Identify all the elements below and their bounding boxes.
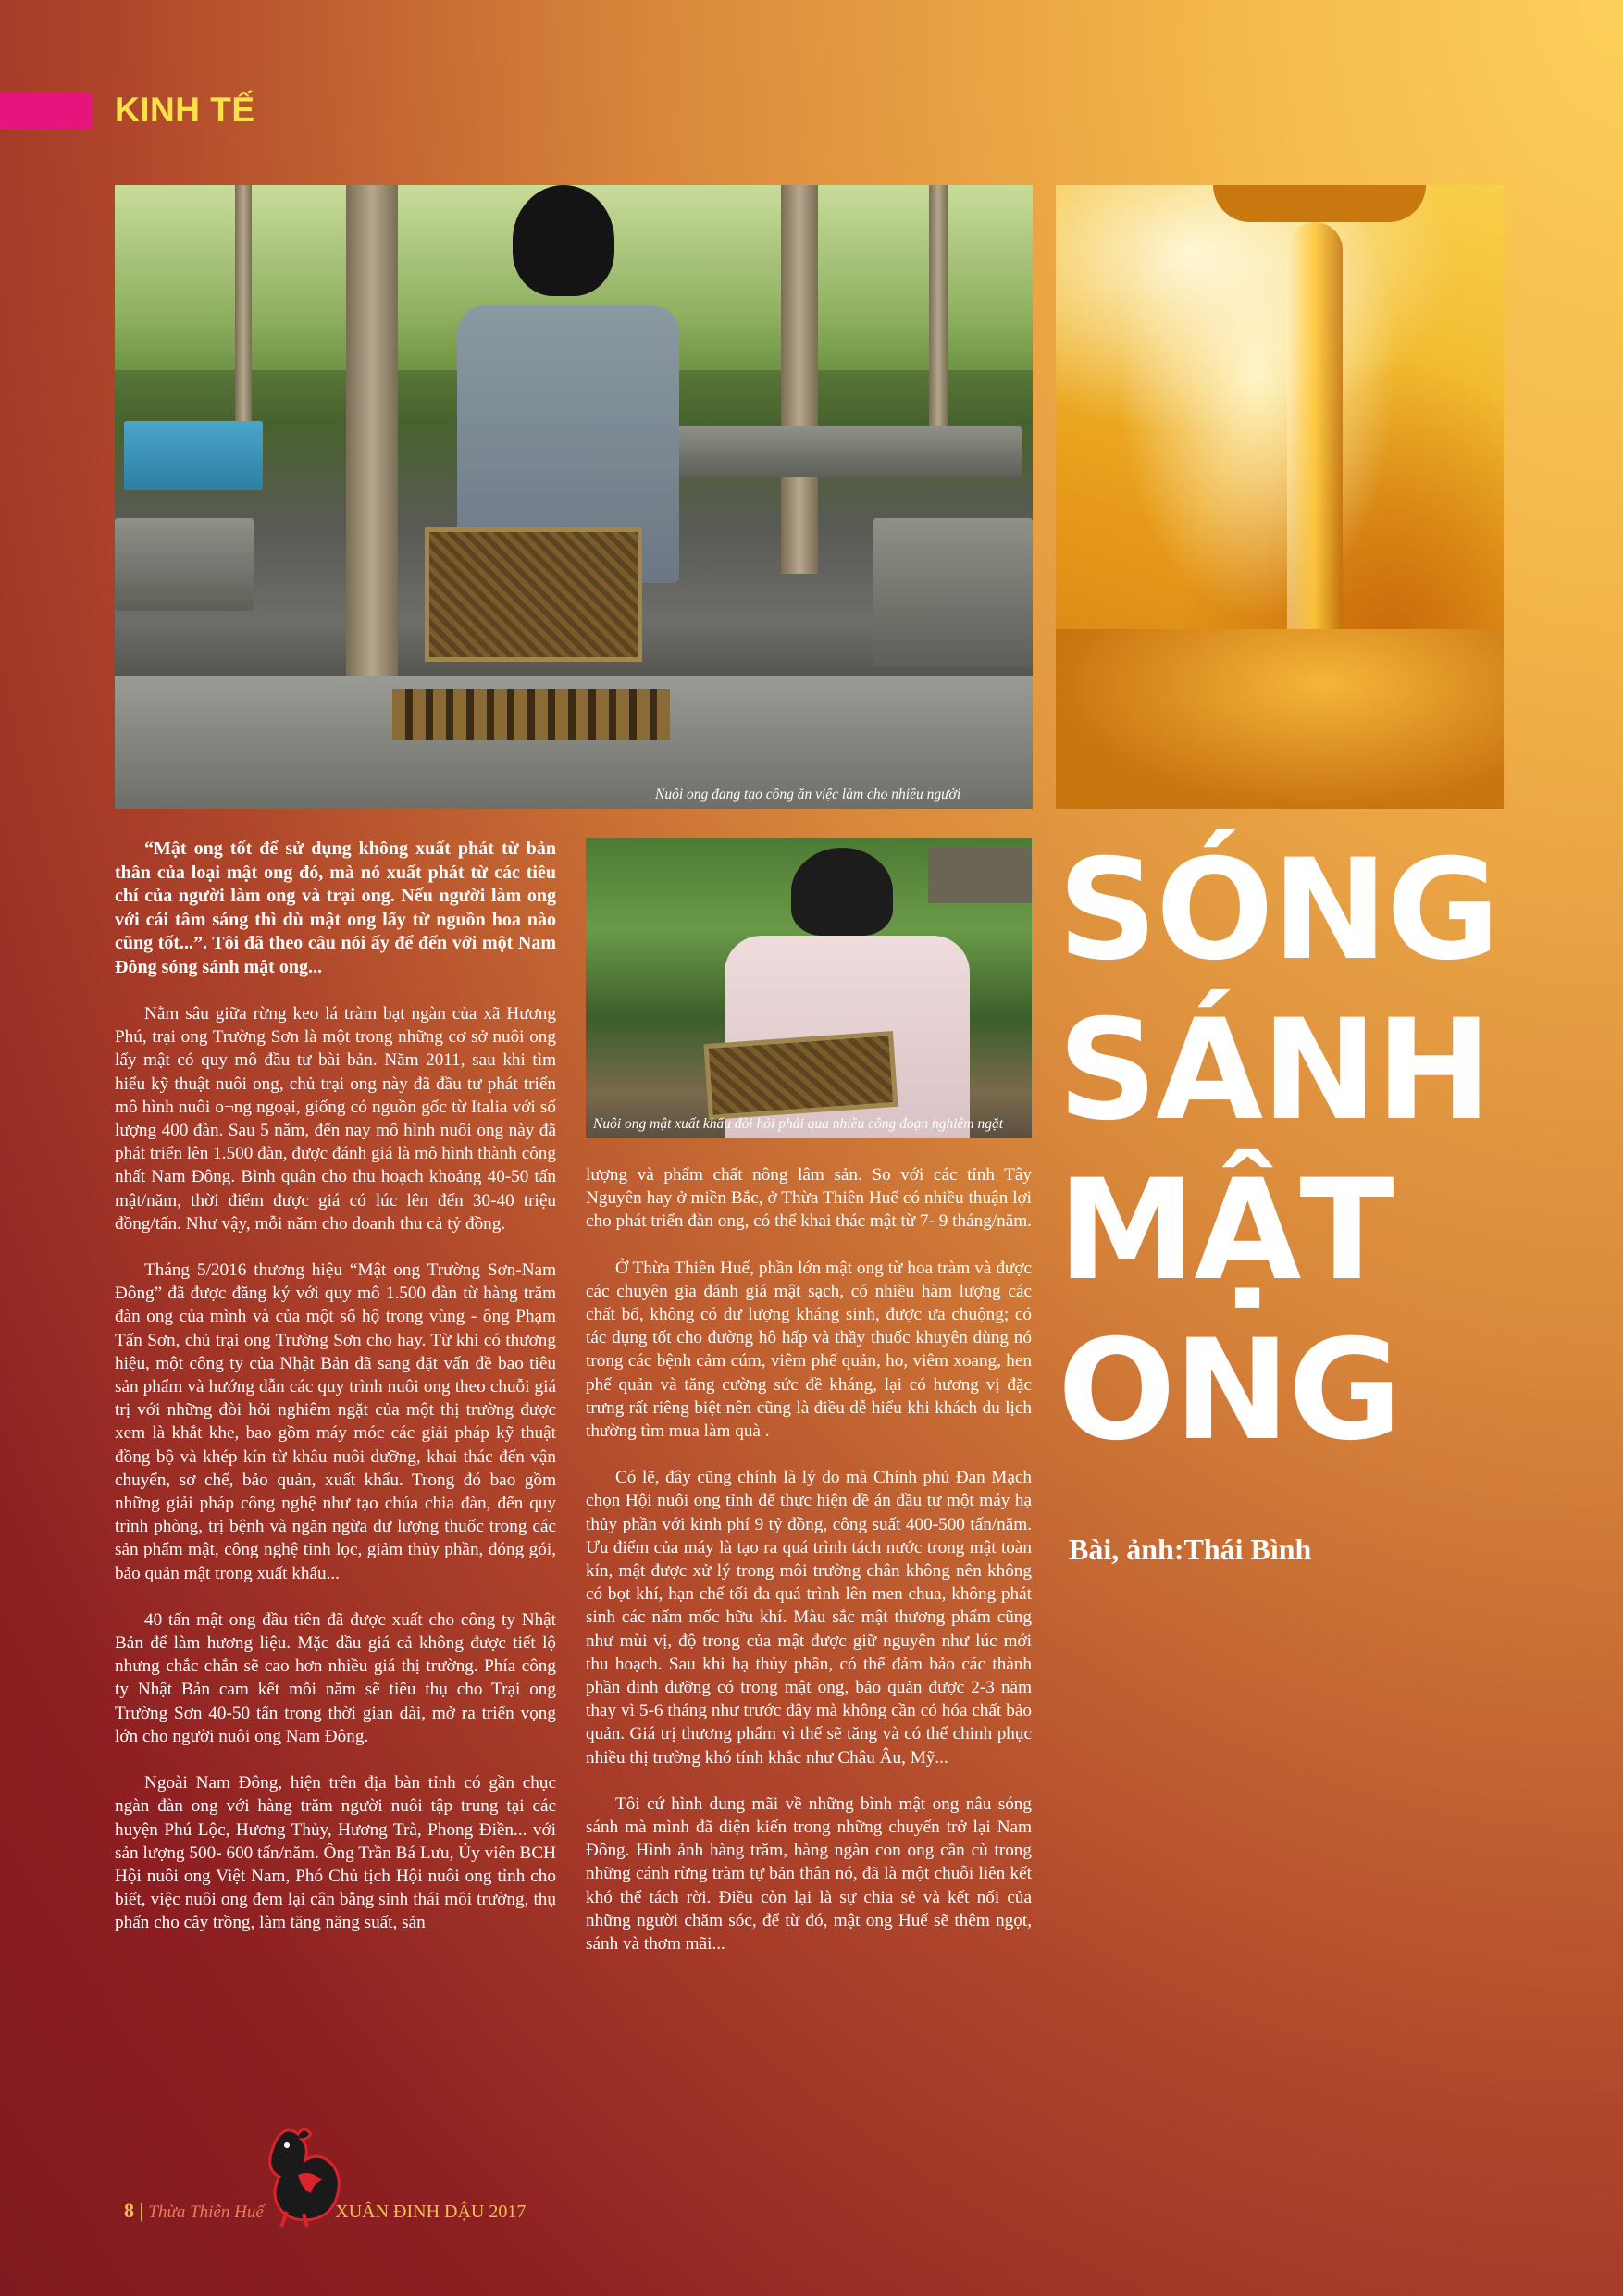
beekeeper-hood: [791, 848, 893, 936]
hive-box: [115, 518, 254, 611]
tree-trunk: [346, 185, 398, 703]
footer-separator: |: [139, 2199, 143, 2222]
light-glow: [1056, 185, 1504, 463]
honeycomb-frame: [703, 1031, 898, 1120]
section-color-bar: [0, 93, 93, 130]
body-paragraph: Nằm sâu giữa rừng keo lá tràm bạt ngàn của xã Hương Phú, trại ong Trường Sơn là một trong những cơ sở nuôi ong lấy mật có quy mô đầu tư bài bản. Năm 2011, sau khi tìm hiểu kỹ thuật nuôi ong, chủ trại ong này đã đầu tư phát triển mô hình nuôi o¬ng ngoại, giống có nguồn gốc từ Italia với số lượng 400 đàn. Sau 5 năm, đến nay mô hình nuôi ong này đã phát triển lên 1.500 đàn, được đánh giá là mô hình thành công nhất Nam Đông. Bình quân cho thu hoạch khoảng 40-50 tấn mật/năm, thời điểm được giá có lúc lên đến 30-40 triệu đồng/tấn. Như vậy, mỗi năm cho doanh thu cả tỷ đồng.: [115, 1004, 556, 1234]
title-line: SÁNH: [1058, 990, 1491, 1151]
shed-roof: [928, 848, 1032, 903]
article-column-2: [586, 1163, 1032, 1979]
honey-drip-photo: [1056, 185, 1504, 809]
honey-pool: [1056, 629, 1504, 809]
open-hive-frames: [392, 689, 670, 740]
body-paragraph: 40 tấn mật ong đầu tiên đã được xuất cho công ty Nhật Bản để làm hương liệu. Mặc dầu giá cả không được tiết lộ nhưng chắc chắn sẽ cao hơn nhiều giá thị trường. Phía công ty Nhật Bản cam kết mỗi năm sẽ tiêu thụ cho Trại ong Trường Sơn 40-50 tấn trong thời gian dài, mở ra triển vọng lớn cho người nuôi ong Nam Đông.: [115, 1609, 556, 1746]
body-paragraph: Tôi cứ hình dung mãi về những bình mật ong nâu sóng sánh mà mình đã diện kiến trong những chuyến trở lại Nam Đông. Hình ảnh hàng trăm, hàng ngàn con ong cần cù trong những cánh rừng tràm tự bản thân nó, đã là một chuỗi liên kết khó thể tách rời. Điều còn lại là sự chia sẻ và kết nối của những người chăm sóc, để từ đó, mật ong Huế sẽ thêm ngọt, sánh và thơm mãi...: [586, 1793, 1032, 1955]
honeycomb-frame: [425, 527, 642, 662]
beekeeper-suit-photo: [586, 838, 1032, 1138]
lead-paragraph: “Mật ong tốt để sử dụng không xuất phát từ bản thân của loại mật ong đó, mà nó xuất phát từ các tiêu chí của người làm ong và trại ong. Nếu người làm ong với cái tâm sáng thì dù mật ong lấy từ nguồn hoa nào cũng tốt...”. Tôi đã theo câu nói ấy để đến với một Nam Đông sóng sánh mật ong...: [115, 838, 556, 977]
section-label: KINH TẾ: [115, 91, 255, 129]
body-paragraph: Có lẽ, đây cũng chính là lý do mà Chính phủ Đan Mạch chọn Hội nuôi ong tỉnh để thực hiện đề án đầu tư một máy hạ thủy phần với kinh phí 9 tỷ đồng, công suất 400-500 tấn/năm. Ưu điểm của máy là tạo ra quá trình tách nước trong mật toàn kín, mật được xử lý trong môi trường chân không nên không có bọt khí, hạn chế tối đa quá trình lên men chua, không phát sinh các nấm mốc hữu khí. Màu sắc mật thương phẩm cũng như mùi vị, độ trong của mật được giữ nguyên như lúc mới thu hoạch. Sau khi hạ thủy phần, có thể đảm bảo các thành phần dinh dưỡng có trong mật ong, bảo quản được 2-3 năm thay vì 5-6 tháng như trước đây mà không cần có hóa chất bảo quản. Giá trị thương phẩm vì thế sẽ tăng và có thể chinh phục nhiều thị trường khó tính khắc như Châu Âu, Mỹ...: [586, 1468, 1032, 1768]
bee-photo-caption: Nuôi ong mật xuất khẩu đòi hỏi phải qua nhiều công đoạn nghiêm ngặt: [593, 1116, 1004, 1132]
body-paragraph: Ngoài Nam Đông, hiện trên địa bàn tỉnh có gần chục ngàn đàn ong với hàng trăm người nuôi tập trung tại các huyện Phú Lộc, Hương Thủy, Hương Trà, Phong Điền... với sản lượng 500- 600 tấn/năm. Ông Trần Bá Lưu, Ủy viên BCH Hội nuôi ong Việt Nam, Phó Chủ tịch Hội nuôi ong tỉnh cho biết, việc nuôi ong đem lại cân bằng sinh thái môi trường, thụ phấn cho cây trồng, làm tăng năng suất, sản: [115, 1773, 556, 1933]
issue-name: XUÂN ĐINH DẬU 2017: [335, 2202, 527, 2222]
page-footer: [124, 2199, 526, 2223]
person-head: [513, 185, 614, 296]
body-paragraph: lượng và phẩm chất nông lâm sản. So với các tỉnh Tây Nguyên hay ở miền Bắc, ở Thừa Thiên Huế có nhiều thuận lợi cho phát triển đàn ong, có thể khai thác mật từ 7- 9 tháng/năm.: [586, 1165, 1032, 1232]
honey-dipper: [1213, 185, 1426, 222]
page-number: 8: [124, 2199, 134, 2222]
title-line: MẬT: [1058, 1150, 1393, 1311]
article-column-1: [115, 838, 556, 1958]
tree-trunk: [929, 185, 948, 463]
tree-trunk: [781, 185, 818, 574]
hive-row: [670, 426, 1022, 477]
author-byline: Bài, ảnh:Thái Bình: [1069, 1533, 1312, 1566]
title-line: SÓNG: [1058, 830, 1499, 991]
main-photo-caption: Nuôi ong đang tạo công ăn việc làm cho nhiều người: [655, 787, 961, 802]
blue-hive: [124, 421, 263, 490]
tree-trunk: [235, 185, 252, 426]
title-line: ONG: [1058, 1310, 1401, 1471]
magazine-name: Thừa Thiên Huế: [148, 2203, 264, 2222]
article-title: [1058, 831, 1498, 1471]
hive-box: [873, 518, 1033, 666]
body-paragraph: Ở Thừa Thiên Huế, phần lớn mật ong từ hoa tràm và được các chuyên gia đánh giá mật sạch, có nhiều hàm lượng các chất bổ, không có dư lượng kháng sinh, được ưa chuộng; có tác dụng tốt cho đường hô hấp và thầy thuốc khuyên dùng nó trong các bệnh cảm cúm, viêm phế quản, ho, viêm xoang, hen phế quản và tăng cường sức đề kháng, lại có hương vị đặc trưng rất riêng biệt nên cũng là điều dễ hiểu khi khách du lịch thường tìm mua làm quà .: [586, 1258, 1032, 1442]
main-photo-beekeeper: [115, 185, 1033, 809]
body-paragraph: Tháng 5/2016 thương hiệu “Mật ong Trường Sơn-Nam Đông” đã được đăng ký với quy mô 1.500 đàn từ hàng trăm đàn ong của mình và của một số hộ trong vùng - ông Phạm Tấn Sơn, chủ trại ong Trường Sơn cho hay. Từ khi có thương hiệu, một công ty của Nhật Bản đã sang đặt vấn đề bao tiêu sản phẩm và hướng dẫn các quy trình nuôi ong theo chuỗi giá trị với những đòi hỏi nghiêm ngặt của một thị trường được xem là khắt khe, bao gồm máy móc các giải pháp kỹ thuật đồng bộ và khép kín từ khâu nuôi dưỡng, khai thác đến vận chuyển, sơ chế, bảo quản, xuất khẩu. Trong đó bao gồm những giải pháp công nghệ như tạo chúa chia đàn, đến quy trình phòng, trị bệnh và ngăn ngừa dư lượng thuốc trong các sản phẩm mật, công nghệ tinh lọc, giảm thủy phần, đóng gói, bảo quản mật trong xuất khẩu...: [115, 1260, 556, 1583]
